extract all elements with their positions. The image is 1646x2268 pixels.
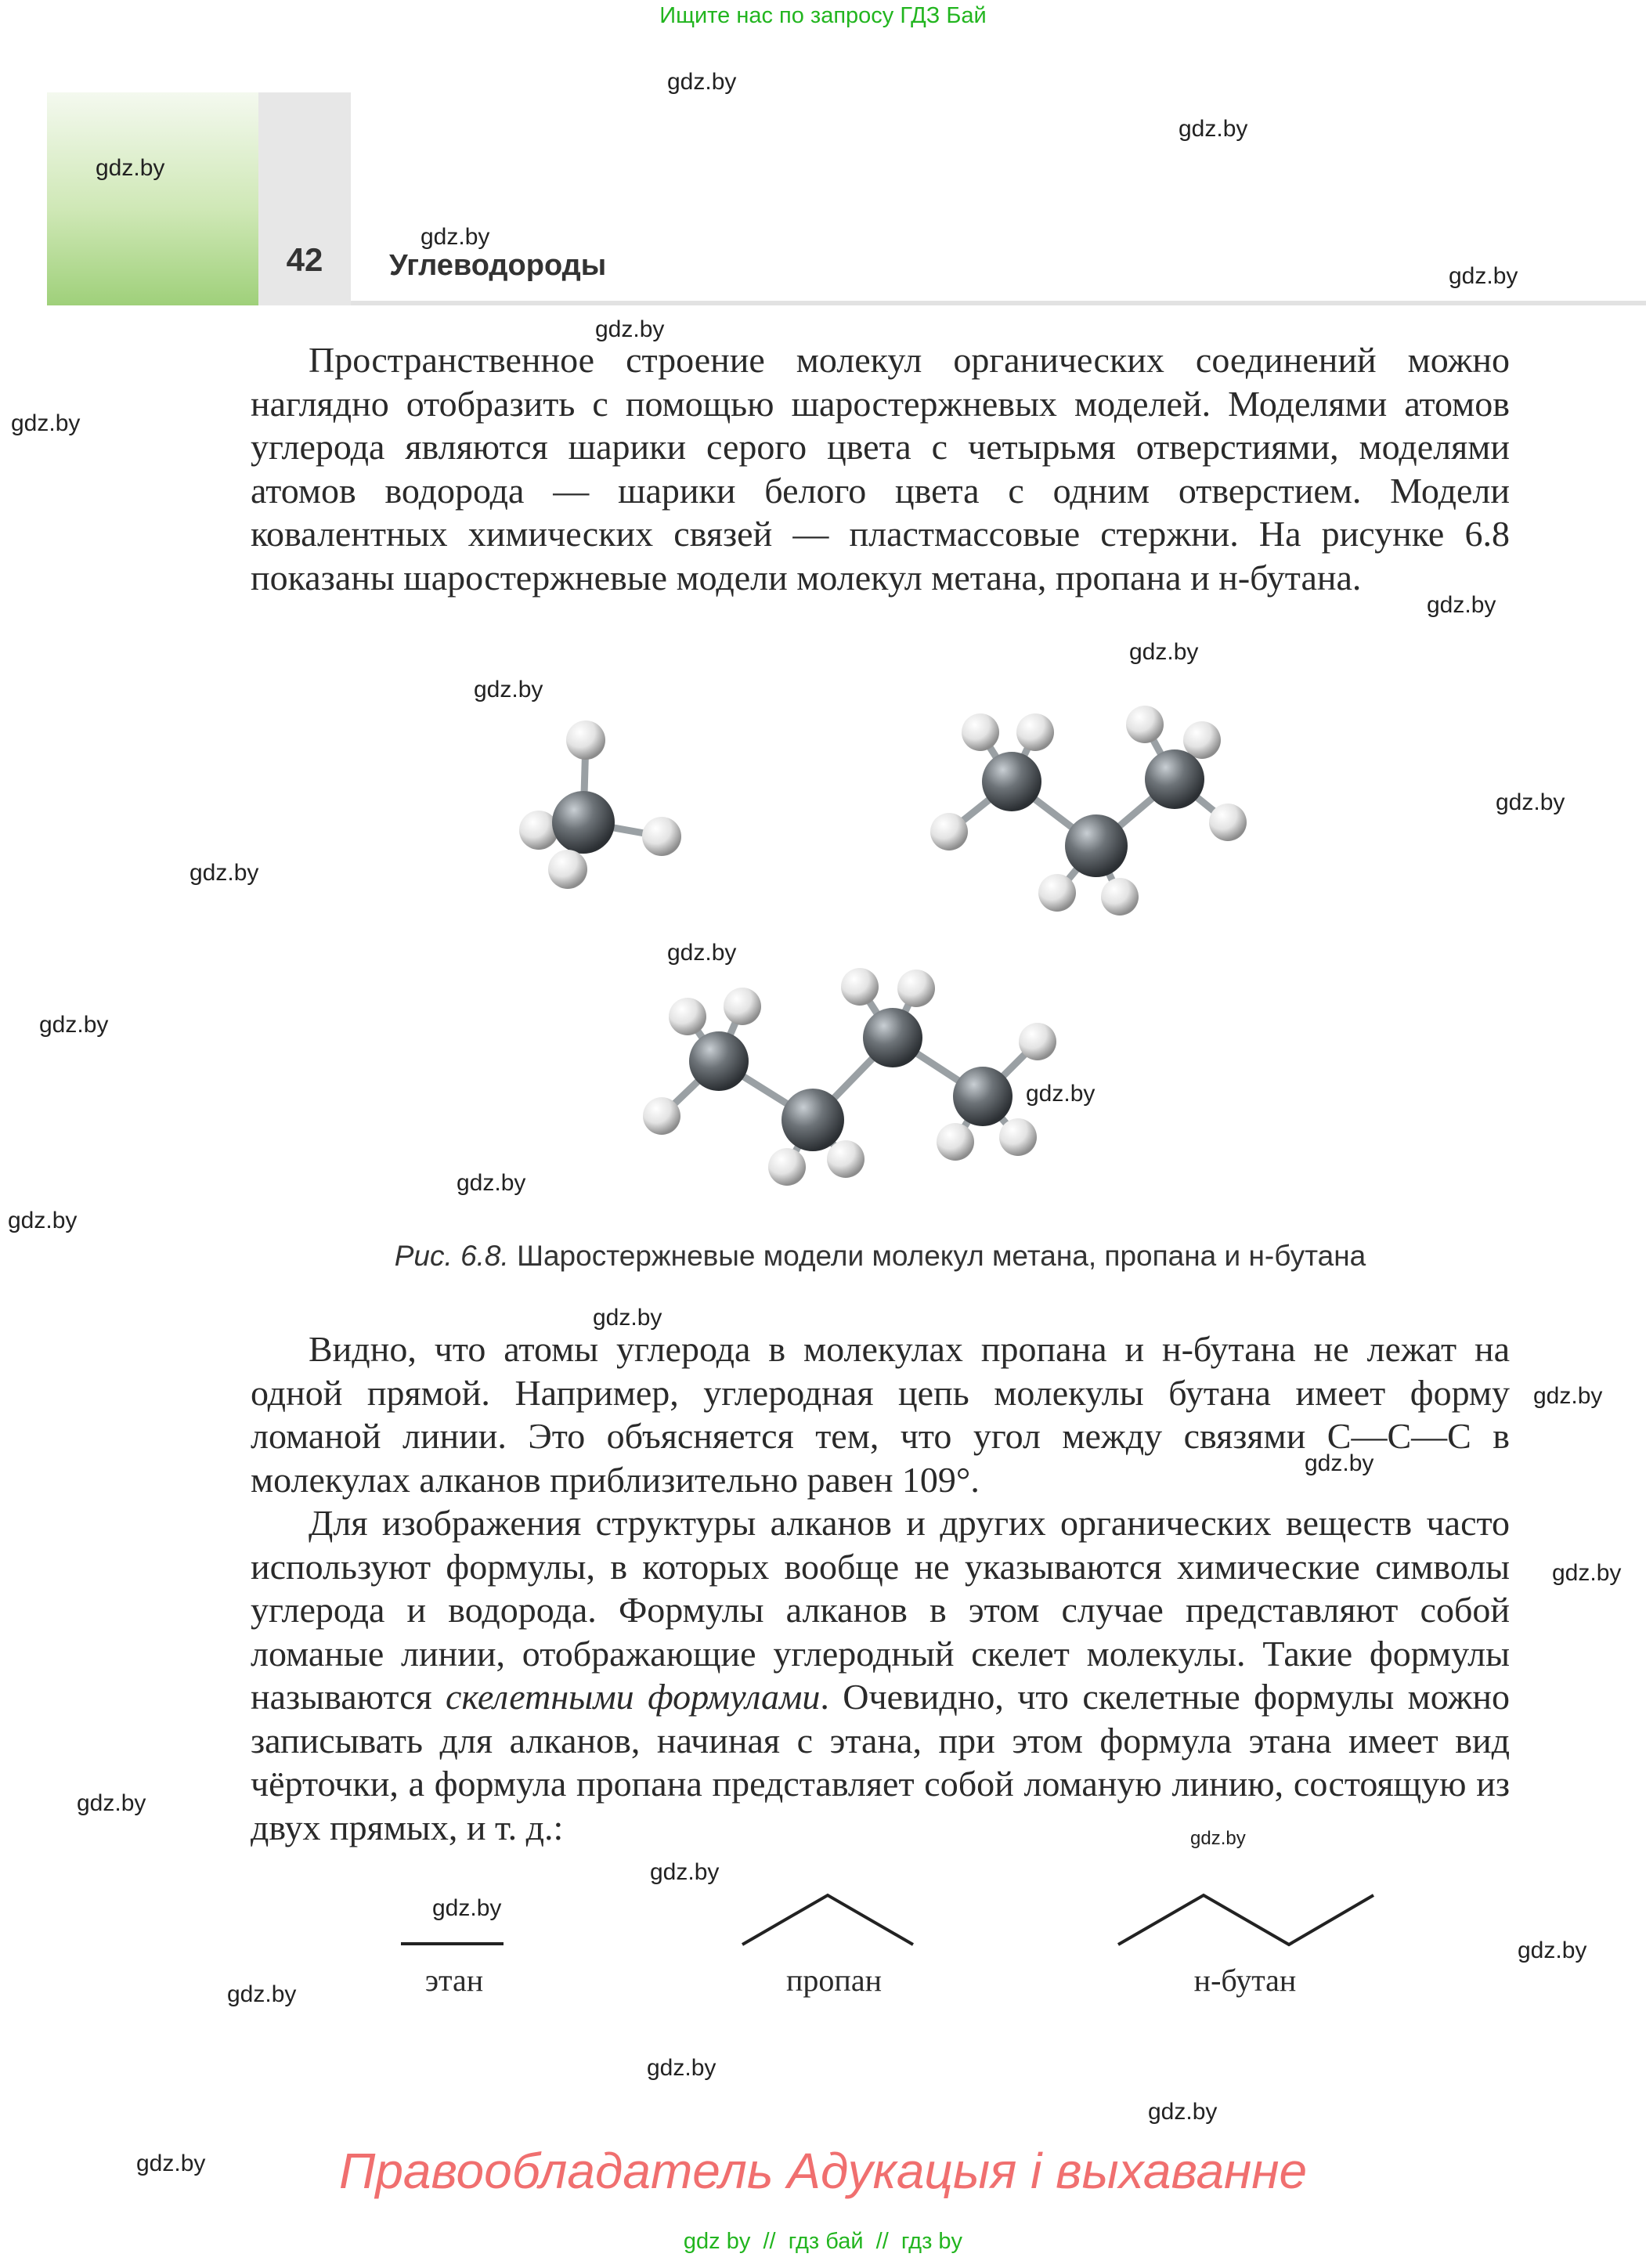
skeletal-term: скелетными формулами: [446, 1677, 821, 1717]
watermark: gdz.by: [593, 1305, 662, 1331]
watermark: gdz.by: [1190, 1828, 1246, 1849]
watermark: gdz.by: [1552, 1560, 1622, 1586]
watermark: gdz.by: [11, 410, 81, 436]
watermark: gdz.by: [1449, 263, 1518, 289]
watermark: gdz.by: [1305, 1450, 1374, 1476]
watermark: gdz.by: [457, 1170, 526, 1196]
page-number: 42: [286, 241, 323, 278]
watermark: gdz.by: [227, 1981, 297, 2007]
watermark: gdz.by: [595, 316, 665, 342]
figure-caption-label: Рис. 6.8.: [394, 1240, 509, 1272]
watermark: gdz.by: [8, 1208, 78, 1233]
butane-label: н-бутан: [1193, 1963, 1297, 1998]
paragraph-skeletal-before: Для изображения структуры алканов и других органических веществ часто используют формулы, в которых вообще не указываются химические символы углерода и водорода. Формулы алканов в этом случае представляют собой ломаные линии, отображающие углеродный скелет молекулы. Такие формулы называются: [251, 1503, 1510, 1717]
watermark: gdz.by: [1129, 639, 1199, 665]
copyright-notice: Правообладатель Адукацыя і выхаванне: [338, 2143, 1308, 2199]
watermark: gdz.by: [474, 677, 543, 702]
watermark: gdz.by: [667, 940, 737, 966]
paragraph-angle: Видно, что атомы углерода в молекулах пропана и н-бутана не лежат на одной прямой. Например, углеродная цепь молекулы бутана имеет форму ломаной линии. Это объясняется тем, что угол между связями C—C—C в молекулах алканов приблизительно равен 109°.: [251, 1329, 1510, 1500]
propane-skeleton: [742, 1895, 913, 1945]
watermark: gdz.by: [1496, 789, 1565, 815]
watermark: gdz.by: [667, 69, 737, 95]
watermark: gdz.by: [432, 1895, 502, 1921]
watermark: gdz.by: [421, 224, 490, 250]
watermark: gdz.by: [1026, 1081, 1096, 1107]
watermark: gdz.by: [96, 155, 165, 181]
top-note: Ищите нас по запросу ГДЗ Бай: [659, 3, 987, 28]
watermark: gdz.by: [647, 2055, 717, 2081]
watermark: gdz.by: [190, 860, 259, 886]
watermark: gdz.by: [1148, 2099, 1218, 2125]
paragraph-skeletal-after: . Очевидно, что скелетные формулы можно записывать для алканов, начиная с этана, при этом формула этана имеет вид чёрточки, а формула пропана представляет собой ломаную линию, состоящую из двух прямых, и т. д.:: [251, 1677, 1511, 1847]
figure-caption-text: Шаростержневые модели молекул метана, пропана и н-бутана: [517, 1240, 1366, 1272]
section-title: Углеводороды: [389, 249, 607, 282]
watermark: gdz.by: [1179, 116, 1248, 142]
watermark: gdz.by: [1533, 1383, 1603, 1409]
watermark: gdz.by: [39, 1012, 109, 1038]
watermark: gdz.by: [77, 1790, 146, 1816]
butane-skeleton: [1118, 1895, 1373, 1945]
watermark: gdz.by: [1427, 592, 1496, 618]
ethane-label: этан: [424, 1963, 484, 1998]
watermark: gdz.by: [136, 2151, 206, 2176]
watermark: gdz.by: [1518, 1938, 1587, 1963]
paragraph-intro: Пространственное строение молекул органических соединений можно наглядно отобразить с помощью шаростержневых моделей. Моделями атомов углерода являются шарики серого цвета с четырьмя отверстиями, моделями атомов водорода — шарики белого цвета с одним отверстием. Модели ковалентных химических связей — пластмассовые стержни. На рисунке 6.8 показаны шаростержневые модели молекул метана, пропана и н-бутана.: [251, 340, 1510, 598]
footer-links: gdz by // гдз бай // гдз by: [683, 2229, 963, 2254]
watermark: gdz.by: [650, 1859, 720, 1885]
propane-label: пропан: [786, 1963, 882, 1998]
